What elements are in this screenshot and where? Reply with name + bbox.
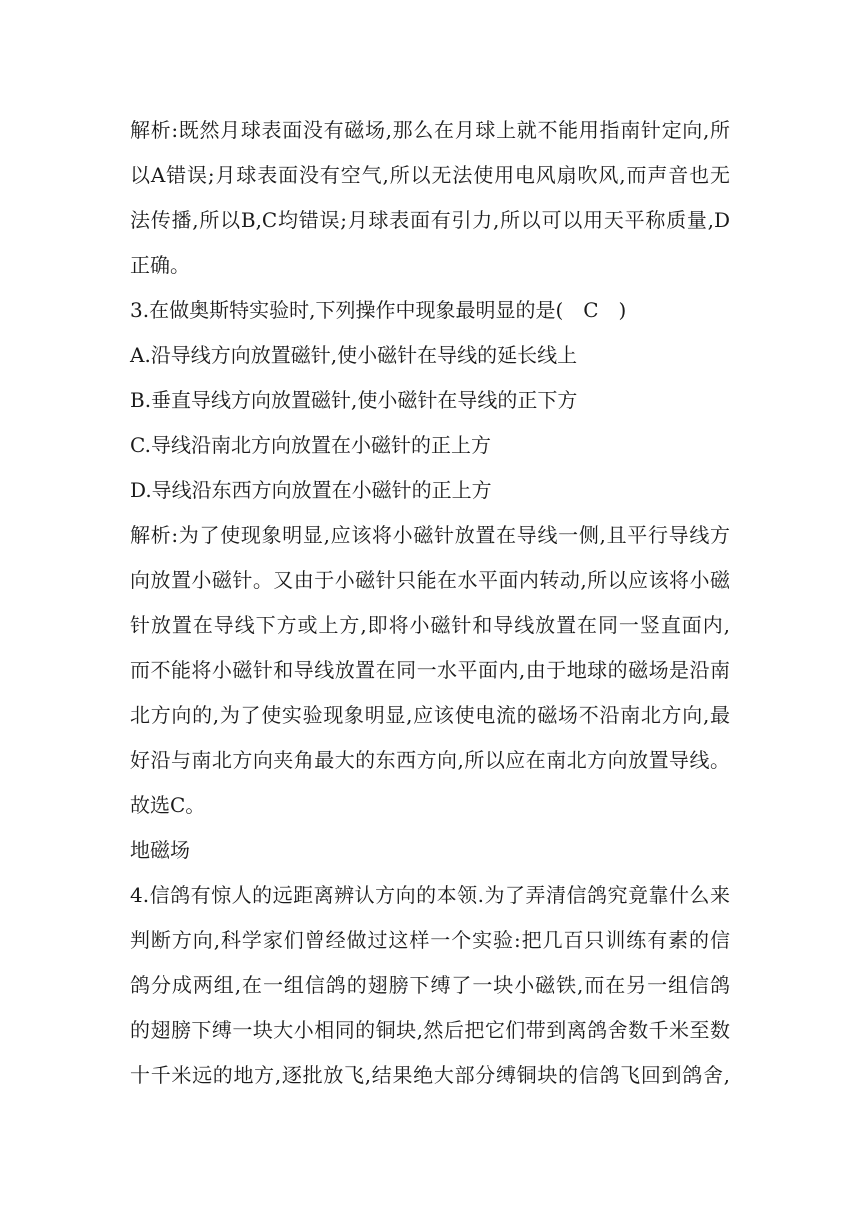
analysis-3-line-6: 好沿与南北方向夹角最大的东西方向,所以应在南北方向放置导线。	[130, 748, 730, 772]
analysis-2-line-2: 以A错误;月球表面没有空气,所以无法使用电风扇吹风,而声音也无	[130, 163, 730, 187]
analysis-3-line-3: 针放置在导线下方或上方,即将小磁针和导线放置在同一竖直面内,	[130, 613, 730, 637]
analysis-3-line-2: 向放置小磁针。又由于小磁针只能在水平面内转动,所以应该将小磁	[130, 568, 730, 592]
question-3-stem: 3.在做奥斯特实验时,下列操作中现象最明显的是( C )	[130, 298, 627, 322]
question-4-line-1: 4.信鸽有惊人的远距离辨认方向的本领.为了弄清信鸽究竟靠什么来	[130, 883, 730, 907]
analysis-2-line-4: 正确。	[130, 253, 190, 277]
analysis-3-line-1: 解析:为了使现象明显,应该将小磁针放置在导线一侧,且平行导线方	[130, 523, 730, 547]
question-4-line-3: 鸽分成两组,在一组信鸽的翅膀下缚了一块小磁铁,而在另一组信鸽	[130, 973, 730, 997]
analysis-2-line-3: 法传播,所以B,C均错误;月球表面有引力,所以可以用天平称质量,D	[130, 208, 730, 232]
question-3-option-d: D.导线沿东西方向放置在小磁针的正上方	[130, 478, 492, 502]
question-4-line-5: 十千米远的地方,逐批放飞,结果绝大部分缚铜块的信鸽飞回到鸽舍,	[130, 1063, 730, 1087]
analysis-3-line-4: 而不能将小磁针和导线放置在同一水平面内,由于地球的磁场是沿南	[130, 658, 730, 682]
question-4-line-2: 判断方向,科学家们曾经做过这样一个实验:把几百只训练有素的信	[130, 928, 730, 952]
analysis-3-line-7: 故选C。	[130, 793, 206, 817]
question-3-option-a: A.沿导线方向放置磁针,使小磁针在导线的延长线上	[130, 343, 578, 367]
section-heading: 地磁场	[130, 838, 190, 862]
question-4-line-4: 的翅膀下缚一块大小相同的铜块,然后把它们带到离鸽舍数千米至数	[130, 1018, 730, 1042]
question-3-option-b: B.垂直导线方向放置磁针,使小磁针在导线的正下方	[130, 388, 578, 412]
question-3-option-c: C.导线沿南北方向放置在小磁针的正上方	[130, 433, 491, 457]
analysis-2-line-1: 解析:既然月球表面没有磁场,那么在月球上就不能用指南针定向,所	[130, 118, 730, 142]
analysis-3-line-5: 北方向的,为了使实验现象明显,应该使电流的磁场不沿南北方向,最	[130, 703, 730, 727]
